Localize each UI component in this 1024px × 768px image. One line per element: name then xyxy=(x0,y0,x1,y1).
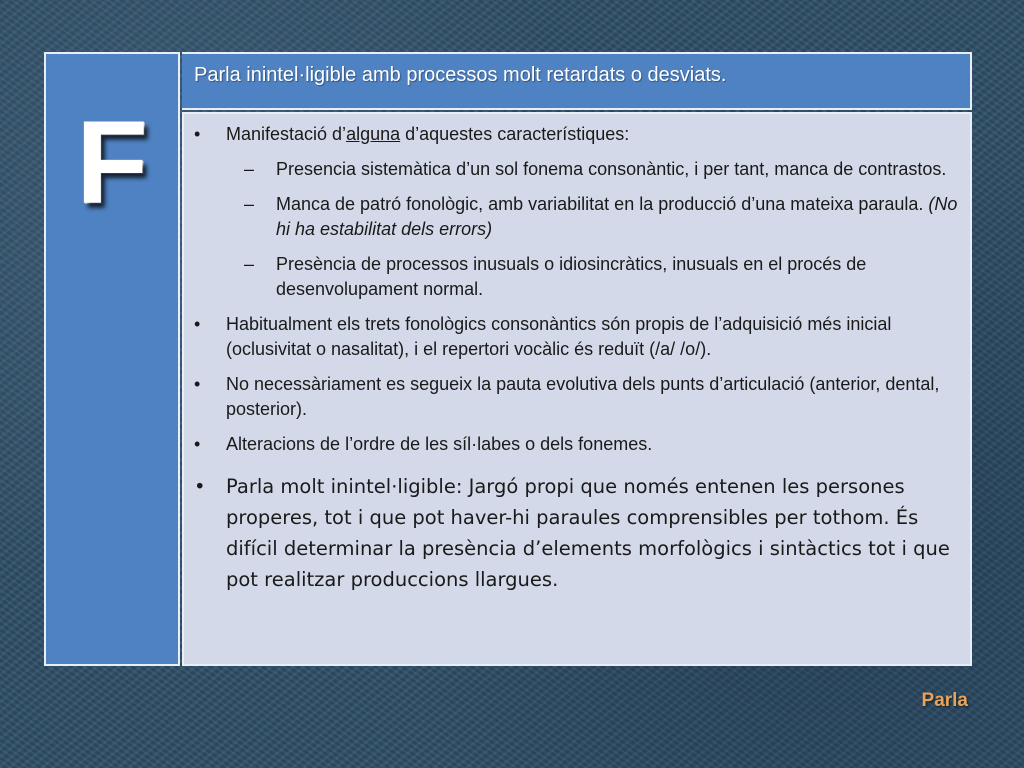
bullet-marker: • xyxy=(194,434,201,454)
list-item-text: Habitualment els trets fonològics consonàntics són propis de l’adquisició més inicial (oclusivitat o nasalitat), i el repertori vocàlic és reduït (/a/ /o/). xyxy=(226,314,892,359)
sub-list-item-text xyxy=(276,194,957,239)
bullet-marker: • xyxy=(194,475,206,498)
sub-list-item-text: Presencia sistemàtica d’un sol fonema consonàntic, i per tant, manca de contrastos. xyxy=(276,159,947,179)
category-panel xyxy=(44,52,180,666)
footer-label: Parla xyxy=(921,690,968,711)
list-item-text xyxy=(226,124,629,144)
content-box xyxy=(182,112,972,666)
dash-marker: – xyxy=(244,254,255,274)
dash-marker: – xyxy=(244,194,255,214)
slide-header xyxy=(182,52,972,110)
category-letter: F xyxy=(75,97,149,229)
slide-title: Parla inintel·ligible amb processos molt retardats o desviats. xyxy=(194,64,727,86)
list-item-text: No necessàriament es segueix la pauta evolutiva dels punts d’articulació (anterior, dental, posterior). xyxy=(226,374,940,419)
text-segment: d’aquestes característiques: xyxy=(400,124,630,144)
bullet-marker: • xyxy=(194,374,201,394)
list-item xyxy=(184,122,964,147)
list-item-text: Parla molt inintel·ligible: Jargó propi que només entenen les persones properes, tot i que pot haver-hi paraules comprensibles per tothom. És difícil determinar la presència d’elements morfològics i sintàctics tot i que pot realitzar produccions llargues. xyxy=(226,475,950,591)
sub-list-item-text: Presència de processos inusuals o idiosincràtics, inusuals en el procés de desenvolupament normal. xyxy=(276,254,867,299)
text-segment: Manifestació d’ xyxy=(226,124,347,144)
list-item-text: Alteracions de l’ordre de les síl·labes o dels fonemes. xyxy=(226,434,653,454)
dash-marker: – xyxy=(244,159,255,179)
bullet-list xyxy=(184,122,964,595)
list-item xyxy=(184,432,964,457)
underlined-text: alguna xyxy=(346,124,401,144)
list-item xyxy=(184,471,964,595)
list-item xyxy=(184,312,964,362)
list-item xyxy=(184,372,964,422)
sub-list-item xyxy=(184,157,964,182)
sub-list-item xyxy=(184,192,964,242)
text-segment: Manca de patró fonològic, amb variabilitat en la producció d’una mateixa paraula. xyxy=(276,194,929,214)
sub-list-item xyxy=(184,252,964,302)
bullet-marker: • xyxy=(194,314,201,334)
italic-text: (No hi ha estabilitat dels errors) xyxy=(276,194,958,239)
bullet-marker: • xyxy=(194,124,201,144)
